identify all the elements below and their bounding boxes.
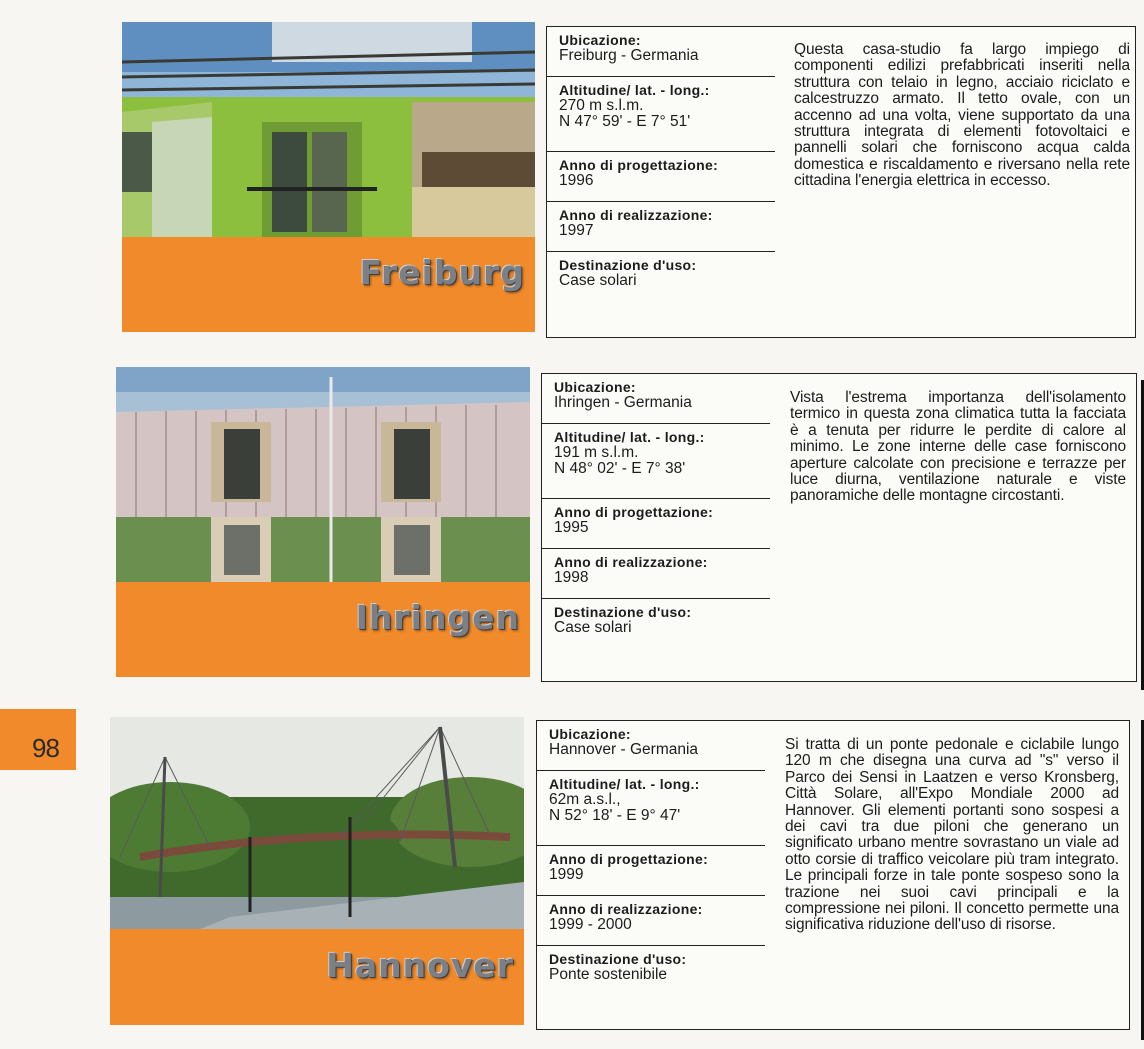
destinazione-value: Ponte sostenibile bbox=[549, 966, 668, 983]
ubicazione-field bbox=[537, 721, 765, 771]
progettazione-value: 1995 bbox=[554, 519, 589, 536]
hannover-city-title: Hannover bbox=[326, 946, 514, 985]
ihringen-city-title: Ihringen bbox=[355, 598, 520, 637]
altitudine-label: Altitudine/ lat. - long.: bbox=[549, 776, 700, 792]
ihringen-title-band bbox=[116, 582, 530, 677]
destinazione-value: Case solari bbox=[554, 619, 632, 636]
progettazione-value: 1999 bbox=[549, 866, 584, 883]
freiburg-info-box bbox=[546, 26, 1136, 338]
destinazione-field bbox=[537, 946, 765, 997]
altitudine-value: 62m a.s.l., bbox=[549, 791, 621, 808]
ihringen-description: Vista l'estrema importanza dell'isolamento termico in questa zona climatica tutta la facciata è a tenuta per ridurre le perdite di calore al minimo. Le zone interne delle case forniscono aperture calcolate con precisione e terrazze per luce diurna, ventilazione naturale e viste panoramiche delle montagne circostanti. bbox=[790, 389, 1126, 505]
realizzazione-value: 1998 bbox=[554, 569, 589, 586]
coordinates-value: N 52° 18' - E 9° 47' bbox=[549, 807, 681, 824]
altitudine-field bbox=[537, 771, 765, 846]
progettazione-field bbox=[542, 499, 770, 549]
hannover-photo-block bbox=[110, 717, 524, 1025]
progettazione-label: Anno di progettazione: bbox=[554, 504, 714, 520]
ubicazione-value: Hannover - Germania bbox=[549, 741, 699, 758]
ubicazione-label: Ubicazione: bbox=[559, 32, 641, 48]
freiburg-title-band bbox=[122, 237, 535, 332]
ubicazione-field bbox=[547, 27, 775, 77]
hannover-data-column bbox=[537, 721, 765, 997]
progettazione-label: Anno di progettazione: bbox=[549, 851, 709, 867]
ubicazione-value: Ihringen - Germania bbox=[554, 394, 692, 411]
ihringen-info-box bbox=[541, 373, 1137, 682]
realizzazione-label: Anno di realizzazione: bbox=[559, 207, 713, 223]
hannover-info-box bbox=[536, 720, 1130, 1030]
realizzazione-value: 1999 - 2000 bbox=[549, 916, 632, 933]
destinazione-field bbox=[542, 599, 770, 650]
realizzazione-field bbox=[547, 202, 775, 252]
progettazione-field bbox=[547, 152, 775, 202]
coordinates-value: N 47° 59' - E 7° 51' bbox=[559, 113, 691, 130]
progettazione-label: Anno di progettazione: bbox=[559, 157, 719, 173]
ubicazione-value: Freiburg - Germania bbox=[559, 47, 699, 64]
freiburg-photo-block bbox=[122, 22, 535, 332]
hannover-title-band bbox=[110, 929, 524, 1025]
hannover-description: Si tratta di un ponte pedonale e ciclabile lungo 120 m che disegna una curva ad "s" verso il Parco dei Sensi in Laatzen e verso Kronsberg, Città Solare, all'Expo Mondiale 2000 ad Hannover. Gli elementi portanti sono sospesi a dei cavi tra due piloni che generano un significato urbano mentre sovrastano un viale ad otto corsie di traffico veicolare più tram integrato. Le principali forze in tale ponte sospeso sono la trazione nei suoi cavi principali e la compressione nei piloni. Il concetto permette una significativa riduzione dell'uso di risorse. bbox=[785, 736, 1119, 934]
altitudine-label: Altitudine/ lat. - long.: bbox=[554, 429, 705, 445]
realizzazione-field bbox=[537, 896, 765, 946]
ubicazione-field bbox=[542, 374, 770, 424]
freiburg-city-title: Freiburg bbox=[359, 253, 525, 292]
progettazione-value: 1996 bbox=[559, 172, 594, 189]
hannover-photo bbox=[110, 717, 524, 929]
progettazione-field bbox=[537, 846, 765, 896]
freiburg-description: Questa casa-studio fa largo impiego di componenti edilizi prefabbricati inseriti nella struttura con telaio in legno, acciaio riciclato e calcestruzzo armato. Il tetto ovale, con un accenno ad una volta, viene supportato da una struttura integrata di elementi fotovoltaici e pannelli solari che forniscono acqua calda domestica e riscaldamento e riversano nella rete cittadina l'energia elettrica in eccesso. bbox=[794, 41, 1130, 190]
altitudine-value: 270 m s.l.m. bbox=[559, 97, 644, 114]
altitudine-field bbox=[542, 424, 770, 499]
altitudine-value: 191 m s.l.m. bbox=[554, 444, 639, 461]
destinazione-value: Case solari bbox=[559, 272, 637, 289]
realizzazione-value: 1997 bbox=[559, 222, 594, 239]
realizzazione-field bbox=[542, 549, 770, 599]
altitudine-field bbox=[547, 77, 775, 152]
destinazione-label: Destinazione d'uso: bbox=[559, 257, 697, 273]
destinazione-label: Destinazione d'uso: bbox=[549, 951, 687, 967]
ihringen-data-column bbox=[542, 374, 770, 650]
ihringen-photo bbox=[116, 367, 530, 582]
freiburg-photo bbox=[122, 22, 535, 237]
coordinates-value: N 48° 02' - E 7° 38' bbox=[554, 460, 686, 477]
ubicazione-label: Ubicazione: bbox=[554, 379, 636, 395]
destinazione-label: Destinazione d'uso: bbox=[554, 604, 692, 620]
page-number-tab bbox=[0, 709, 76, 770]
freiburg-data-column bbox=[547, 27, 775, 303]
altitudine-label: Altitudine/ lat. - long.: bbox=[559, 82, 710, 98]
ihringen-photo-block bbox=[116, 367, 530, 677]
page-number: 98 bbox=[32, 733, 59, 763]
destinazione-field bbox=[547, 252, 775, 303]
realizzazione-label: Anno di realizzazione: bbox=[549, 901, 703, 917]
ubicazione-label: Ubicazione: bbox=[549, 726, 631, 742]
realizzazione-label: Anno di realizzazione: bbox=[554, 554, 708, 570]
